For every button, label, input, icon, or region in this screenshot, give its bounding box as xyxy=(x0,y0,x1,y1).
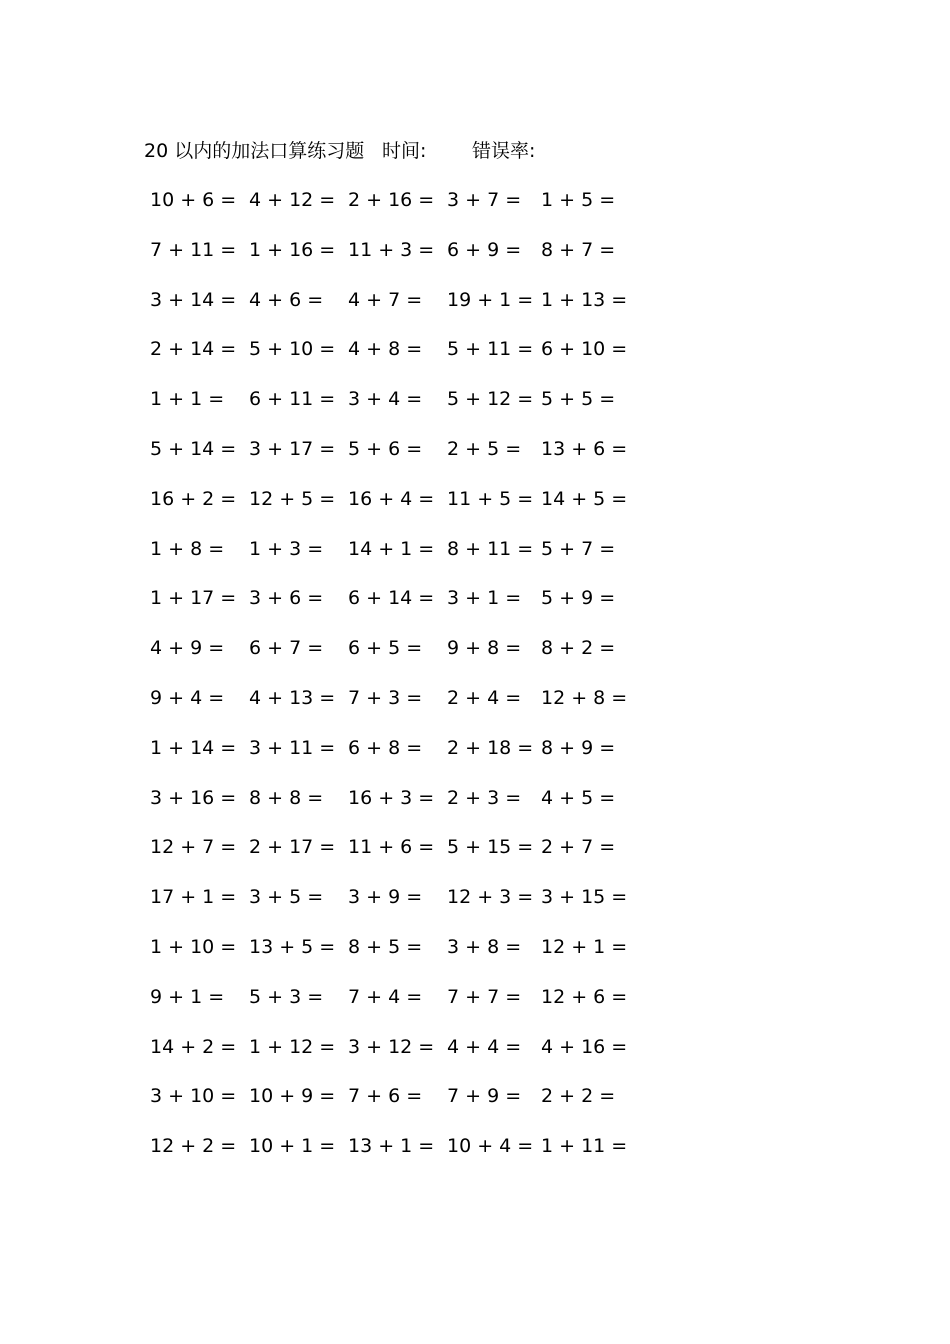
problem-row xyxy=(0,534,950,584)
problem-item: 2 + 14 = xyxy=(150,338,237,361)
problem-item: 6 + 9 = xyxy=(447,238,522,261)
problem-item: 11 + 3 = xyxy=(348,238,435,261)
problem-item: 3 + 6 = xyxy=(249,587,324,610)
problem-item: 8 + 2 = xyxy=(541,637,616,660)
problem-item: 6 + 11 = xyxy=(249,388,336,411)
problem-row xyxy=(0,882,950,932)
problem-item: 11 + 5 = xyxy=(447,487,534,510)
problem-item: 10 + 9 = xyxy=(249,1085,336,1108)
problem-item: 1 + 11 = xyxy=(541,1135,628,1158)
problem-item: 1 + 5 = xyxy=(541,189,616,211)
problem-item: 2 + 18 = xyxy=(447,736,534,759)
problem-item: 5 + 11 = xyxy=(447,338,534,361)
problem-item: 6 + 7 = xyxy=(249,637,324,660)
problem-item: 6 + 14 = xyxy=(348,587,435,610)
problem-row xyxy=(0,583,950,633)
problem-row xyxy=(0,334,950,384)
problem-item: 2 + 7 = xyxy=(541,836,616,859)
problem-item: 1 + 1 = xyxy=(150,388,225,411)
problem-item: 3 + 9 = xyxy=(348,886,423,909)
problem-item: 4 + 8 = xyxy=(348,338,423,361)
problem-row xyxy=(0,1032,950,1082)
problem-item: 12 + 5 = xyxy=(249,487,336,510)
problem-item: 12 + 8 = xyxy=(541,686,628,709)
problem-item: 8 + 5 = xyxy=(348,935,423,958)
time-label: 时间: xyxy=(382,140,427,162)
problem-row xyxy=(0,1081,950,1131)
problem-row xyxy=(0,783,950,833)
problem-item: 5 + 15 = xyxy=(447,836,534,859)
problem-item: 4 + 12 = xyxy=(249,189,336,211)
problem-row xyxy=(0,434,950,484)
problem-item: 12 + 7 = xyxy=(150,836,237,859)
problem-row xyxy=(0,235,950,285)
problem-item: 12 + 2 = xyxy=(150,1135,237,1158)
problem-item: 1 + 10 = xyxy=(150,935,237,958)
problem-item: 7 + 3 = xyxy=(348,686,423,709)
problem-item: 5 + 10 = xyxy=(249,338,336,361)
problem-item: 4 + 16 = xyxy=(541,1035,628,1058)
problem-item: 2 + 16 = xyxy=(348,189,435,211)
problem-item: 3 + 17 = xyxy=(249,437,336,460)
problem-item: 3 + 7 = xyxy=(447,189,522,211)
problem-item: 11 + 6 = xyxy=(348,836,435,859)
problem-item: 3 + 8 = xyxy=(447,935,522,958)
problem-item: 1 + 17 = xyxy=(150,587,237,610)
problem-item: 7 + 9 = xyxy=(447,1085,522,1108)
problem-item: 1 + 14 = xyxy=(150,736,237,759)
problem-item: 8 + 8 = xyxy=(249,786,324,809)
problem-row xyxy=(0,932,950,982)
problem-item: 4 + 13 = xyxy=(249,686,336,709)
problem-item: 14 + 1 = xyxy=(348,537,435,560)
problem-item: 5 + 14 = xyxy=(150,437,237,460)
problem-item: 6 + 5 = xyxy=(348,637,423,660)
problem-item: 5 + 3 = xyxy=(249,985,324,1008)
problem-item: 2 + 17 = xyxy=(249,836,336,859)
problem-item: 2 + 2 = xyxy=(541,1085,616,1108)
problem-item: 13 + 1 = xyxy=(348,1135,435,1158)
problem-item: 13 + 6 = xyxy=(541,437,628,460)
problem-item: 5 + 9 = xyxy=(541,587,616,610)
problem-item: 6 + 8 = xyxy=(348,736,423,759)
problem-item: 10 + 1 = xyxy=(249,1135,336,1158)
worksheet-title: 20 以内的加法口算练习题 xyxy=(144,140,365,162)
problem-item: 17 + 1 = xyxy=(150,886,237,909)
problem-item: 3 + 14 = xyxy=(150,288,237,311)
problem-item: 3 + 12 = xyxy=(348,1035,435,1058)
problem-item: 9 + 8 = xyxy=(447,637,522,660)
problem-item: 14 + 5 = xyxy=(541,487,628,510)
problem-item: 6 + 10 = xyxy=(541,338,628,361)
problem-item: 5 + 6 = xyxy=(348,437,423,460)
problem-item: 3 + 5 = xyxy=(249,886,324,909)
error-rate-label: 错误率: xyxy=(472,140,536,162)
problem-item: 2 + 5 = xyxy=(447,437,522,460)
problem-item: 7 + 6 = xyxy=(348,1085,423,1108)
problem-item: 9 + 1 = xyxy=(150,985,225,1008)
problem-item: 4 + 7 = xyxy=(348,288,423,311)
problem-item: 7 + 4 = xyxy=(348,985,423,1008)
problem-item: 9 + 4 = xyxy=(150,686,225,709)
problem-item: 4 + 4 = xyxy=(447,1035,522,1058)
problem-item: 7 + 7 = xyxy=(447,985,522,1008)
problem-item: 1 + 8 = xyxy=(150,537,225,560)
problem-item: 19 + 1 = xyxy=(447,288,534,311)
problem-item: 5 + 5 = xyxy=(541,388,616,411)
problem-row xyxy=(0,982,950,1032)
problem-item: 3 + 15 = xyxy=(541,886,628,909)
problem-item: 5 + 12 = xyxy=(447,388,534,411)
problem-item: 4 + 5 = xyxy=(541,786,616,809)
problem-item: 2 + 3 = xyxy=(447,786,522,809)
problem-item: 7 + 11 = xyxy=(150,238,237,261)
problem-item: 12 + 1 = xyxy=(541,935,628,958)
problem-row xyxy=(0,832,950,882)
problem-item: 8 + 7 = xyxy=(541,238,616,261)
problem-item: 1 + 13 = xyxy=(541,288,628,311)
problem-item: 4 + 6 = xyxy=(249,288,324,311)
problem-row xyxy=(0,683,950,733)
problem-item: 3 + 16 = xyxy=(150,786,237,809)
problem-item: 4 + 9 = xyxy=(150,637,225,660)
problem-item: 8 + 11 = xyxy=(447,537,534,560)
problem-row xyxy=(0,633,950,683)
problem-row xyxy=(0,1131,950,1181)
problem-item: 8 + 9 = xyxy=(541,736,616,759)
problem-row xyxy=(0,285,950,335)
problem-item: 1 + 12 = xyxy=(249,1035,336,1058)
problem-row xyxy=(0,484,950,534)
problem-item: 3 + 10 = xyxy=(150,1085,237,1108)
problem-item: 1 + 16 = xyxy=(249,238,336,261)
problem-row xyxy=(0,185,950,235)
problem-item: 13 + 5 = xyxy=(249,935,336,958)
problem-item: 5 + 7 = xyxy=(541,537,616,560)
problem-item: 2 + 4 = xyxy=(447,686,522,709)
problem-row xyxy=(0,733,950,783)
problem-item: 3 + 1 = xyxy=(447,587,522,610)
problem-item: 12 + 6 = xyxy=(541,985,628,1008)
problem-item: 3 + 11 = xyxy=(249,736,336,759)
problem-item: 10 + 4 = xyxy=(447,1135,534,1158)
problem-item: 12 + 3 = xyxy=(447,886,534,909)
problem-item: 14 + 2 = xyxy=(150,1035,237,1058)
problem-item: 1 + 3 = xyxy=(249,537,324,560)
problem-item: 16 + 3 = xyxy=(348,786,435,809)
problem-row xyxy=(0,384,950,434)
problem-item: 10 + 6 = xyxy=(150,189,237,211)
problem-item: 16 + 4 = xyxy=(348,487,435,510)
problem-item: 3 + 4 = xyxy=(348,388,423,411)
problem-grid xyxy=(0,185,950,1181)
problem-item: 16 + 2 = xyxy=(150,487,237,510)
